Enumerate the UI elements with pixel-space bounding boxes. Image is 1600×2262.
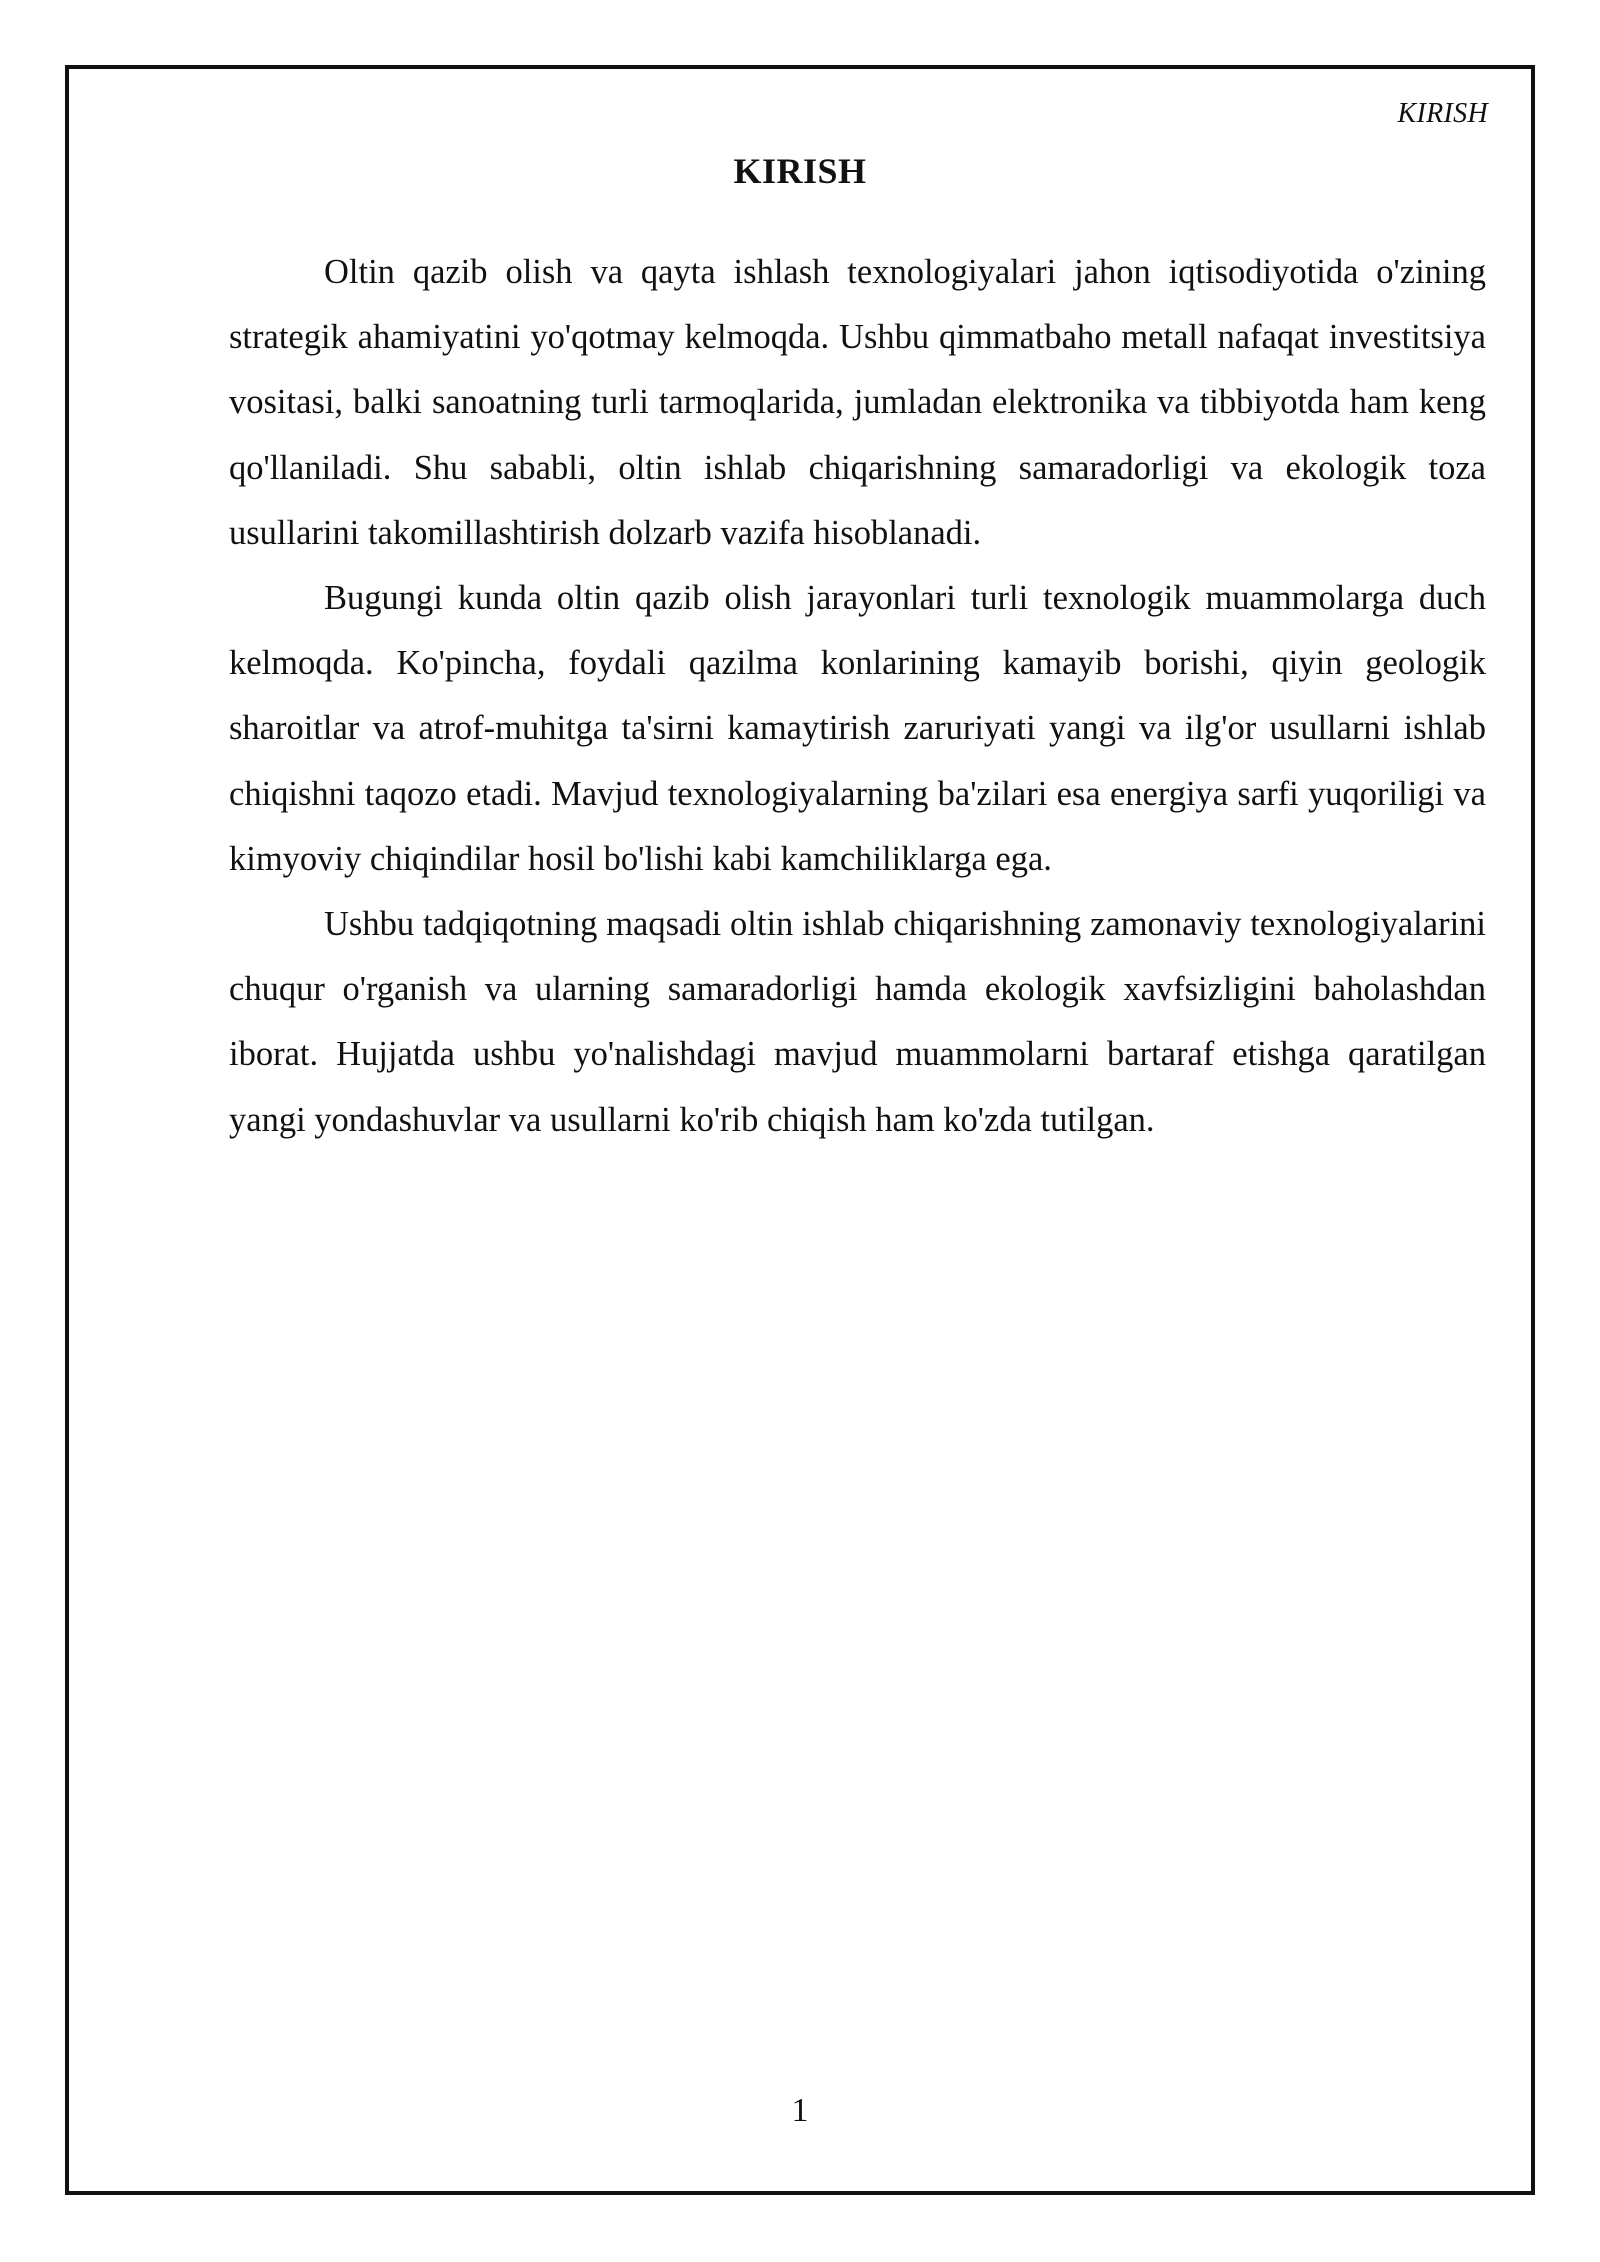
paragraph-1: Oltin qazib olish va qayta ishlash texnologiyalari jahon iqtisodiyotida o'zining strategik ahamiyatini yo'qotmay kelmoqda. Ushbu qimmatbaho metall nafaqat investitsiya vositasi, balki sanoatning turli tarmoqlarida, jumladan elektronika va tibbiyotda ham keng qo'llaniladi. Shu sababli, oltin ishlab chiqarishning samaradorligi va ekologik toza usullarini takomillashtirish dolzarb vazifa hisoblanadi.	[229, 253, 1486, 552]
section-title: KIRISH	[733, 151, 867, 191]
body-text	[229, 240, 1486, 1153]
page-number: 1	[791, 2092, 809, 2129]
paragraph-2: Bugungi kunda oltin qazib olish jarayonlari turli texnologik muammolarga duch kelmoqda. Ko'pincha, foydali qazilma konlarining kamayib borishi, qiyin geologik sharoitlar va atrof-muhitga ta'sirni kamaytirish zaruriyati yangi va ilg'or usullarni ishlab chiqishni taqozo etadi. Mavjud texnologiyalarning ba'zilari esa energiya sarfi yuqoriligi va kimyoviy chiqindilar hosil bo'lishi kabi kamchiliklarga ega.	[229, 579, 1486, 878]
paragraph-3: Ushbu tadqiqotning maqsadi oltin ishlab chiqarishning zamonaviy texnologiyalarini chuqur o'rganish va ularning samaradorligi hamda ekologik xavfsizligini baholashdan iborat. Hujjatda ushbu yo'nalishdagi mavjud muammolarni bartaraf etishga qaratilgan yangi yondashuvlar va usullarni ko'rib chiqish ham ko'zda tutilgan.	[229, 905, 1486, 1139]
running-header: KIRISH	[1397, 98, 1488, 129]
